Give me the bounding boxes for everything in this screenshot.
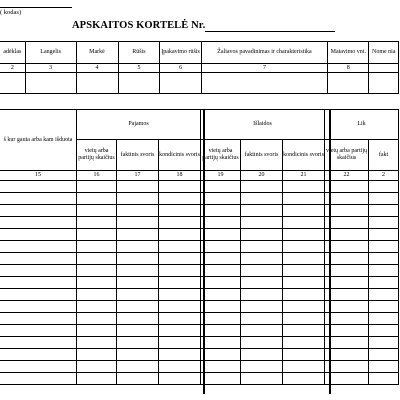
movement-table [0,109,399,385]
entry-cell[interactable] [241,349,283,361]
sub-header: vietų arba partijų skaičius [325,140,369,171]
entry-cell[interactable] [159,289,201,301]
entry-row[interactable] [0,337,399,349]
entry-cell[interactable] [0,217,77,229]
entry-cell[interactable] [241,265,283,277]
entry-cell[interactable] [0,181,77,193]
entry-cell[interactable] [0,361,77,373]
sub-header: vietų arba partijų skaičius [77,140,117,171]
entry-cell[interactable] [283,217,325,229]
entry-cell[interactable] [325,253,369,265]
entry-cell[interactable] [117,313,159,325]
entry-cell[interactable] [159,349,201,361]
col-number: 6 [160,64,201,73]
entry-row[interactable] [0,277,399,289]
entry-row[interactable] [0,193,399,205]
number-row [0,171,399,181]
entry-cell[interactable] [25,73,76,94]
entry-cell[interactable] [369,301,399,313]
group-separator [329,109,331,394]
entry-cell[interactable] [159,325,201,337]
entry-cell[interactable] [117,277,159,289]
col-number: 16 [77,171,117,181]
col-number: 4 [76,64,118,73]
entry-cell[interactable] [283,301,325,313]
entry-row[interactable] [0,217,399,229]
entry-cell[interactable] [325,277,369,289]
entry-cell[interactable] [159,337,201,349]
entry-cell[interactable] [241,361,283,373]
entry-cell[interactable] [241,313,283,325]
entry-cell[interactable] [369,289,399,301]
header-top-line [0,7,72,8]
entry-cell[interactable] [0,205,77,217]
entry-cell[interactable] [283,181,325,193]
entry-cell[interactable] [325,325,369,337]
entry-cell[interactable] [0,73,25,94]
entry-cell[interactable] [201,193,241,205]
entry-row[interactable] [0,253,399,265]
entry-cell[interactable] [325,361,369,373]
entry-cell[interactable] [0,289,77,301]
entry-cell[interactable] [283,265,325,277]
col-header: Matavimo vnt. [328,42,369,64]
entry-cell[interactable] [369,205,399,217]
entry-cell[interactable] [118,73,160,94]
entry-cell[interactable] [0,193,77,205]
entry-cell[interactable] [160,73,201,94]
page-title: APSKAITOS KORTELĖ Nr. [72,20,206,31]
entry-cell[interactable] [241,301,283,313]
entry-cell[interactable] [159,229,201,241]
entry-cell[interactable] [117,217,159,229]
entry-cell[interactable] [159,361,201,373]
entry-cell[interactable] [0,265,77,277]
entry-cell[interactable] [77,373,117,385]
entry-cell[interactable] [201,361,241,373]
sub-header: fakt [369,140,399,171]
entry-cell[interactable] [0,337,77,349]
entry-cell[interactable] [0,253,77,265]
card-info-number-row [0,64,399,73]
entry-cell[interactable] [283,361,325,373]
entry-cell[interactable] [369,265,399,277]
entry-cell[interactable] [77,253,117,265]
col-number: 18 [159,171,201,181]
entry-cell[interactable] [201,181,241,193]
sub-header: kondicinis svoris [159,140,201,171]
entry-cell[interactable] [369,253,399,265]
col-number: 3 [25,64,76,73]
entry-row[interactable] [0,181,399,193]
entry-cell[interactable] [325,181,369,193]
entry-row[interactable] [0,241,399,253]
group-header-row [0,110,399,140]
entry-cell[interactable] [369,313,399,325]
col-number: 5 [118,64,160,73]
col-number: 2 [369,171,399,181]
entry-cell[interactable] [0,229,77,241]
entry-cell[interactable] [201,265,241,277]
entry-cell[interactable] [283,337,325,349]
entry-row[interactable] [0,265,399,277]
group-header-islaidos: Išlaidos [201,110,325,140]
entry-cell[interactable] [325,193,369,205]
entry-cell[interactable] [117,361,159,373]
entry-cell[interactable] [201,253,241,265]
entry-cell[interactable] [369,361,399,373]
entry-cell[interactable] [201,313,241,325]
entry-cell[interactable] [117,205,159,217]
col-number: 19 [201,171,241,181]
entry-cell[interactable] [325,373,369,385]
entry-cell[interactable] [325,349,369,361]
entry-cell[interactable] [117,289,159,301]
entry-cell[interactable] [201,349,241,361]
entry-cell[interactable] [201,241,241,253]
col-number: 7 [201,64,327,73]
entry-cell[interactable] [117,325,159,337]
entry-cell[interactable] [117,349,159,361]
entry-cell[interactable] [77,361,117,373]
entry-cell[interactable] [369,277,399,289]
entry-cell[interactable] [201,229,241,241]
entry-cell[interactable] [241,205,283,217]
entry-row[interactable] [0,301,399,313]
entry-cell[interactable] [369,349,399,361]
entry-cell[interactable] [159,241,201,253]
entry-cell[interactable] [77,241,117,253]
entry-cell[interactable] [77,265,117,277]
entry-cell[interactable] [201,217,241,229]
source-header: š kur gauta arba kam išduota [0,110,77,171]
entry-cell[interactable] [369,337,399,349]
entry-cell[interactable] [159,265,201,277]
kodas-label: ( kodas) [0,9,22,16]
entry-cell[interactable] [325,205,369,217]
col-number: 17 [117,171,159,181]
entry-cell[interactable] [0,349,77,361]
entry-cell[interactable] [201,277,241,289]
col-header: Markė [76,42,118,64]
entry-cell[interactable] [159,217,201,229]
col-number: 2 [0,64,25,73]
entry-cell[interactable] [283,277,325,289]
entry-cell[interactable] [0,277,77,289]
entry-cell[interactable] [117,241,159,253]
entry-row[interactable] [0,229,399,241]
entry-cell[interactable] [117,373,159,385]
entry-cell[interactable] [201,373,241,385]
entry-cell[interactable] [283,193,325,205]
entry-cell[interactable] [241,181,283,193]
group-separator [203,109,205,394]
entry-cell[interactable] [369,193,399,205]
col-header: Įpakavimo rūšis [160,42,201,64]
entry-cell[interactable] [201,301,241,313]
entry-cell[interactable] [77,217,117,229]
sub-header: faktinis svoris [241,140,283,171]
card-info-table [0,41,399,94]
entry-cell[interactable] [77,313,117,325]
entry-cell[interactable] [369,241,399,253]
entry-cell[interactable] [77,289,117,301]
entry-row[interactable] [0,373,399,385]
entry-row[interactable] [0,289,399,301]
entry-cell[interactable] [0,241,77,253]
entry-cell[interactable] [159,193,201,205]
entry-cell[interactable] [325,289,369,301]
entry-cell[interactable] [241,325,283,337]
col-number [369,64,399,73]
entry-cell[interactable] [117,337,159,349]
entry-cell[interactable] [77,301,117,313]
entry-cell[interactable] [0,373,77,385]
col-number: 15 [0,171,77,181]
entry-cell[interactable] [369,217,399,229]
entry-cell[interactable] [283,313,325,325]
col-header: adėklas [0,42,25,64]
col-number: 20 [241,171,283,181]
entry-cell[interactable] [77,325,117,337]
entry-cell[interactable] [0,325,77,337]
entry-cell[interactable] [77,277,117,289]
entry-cell[interactable] [77,337,117,349]
entry-cell[interactable] [325,265,369,277]
entry-cell[interactable] [283,373,325,385]
entry-row[interactable] [0,205,399,217]
entry-cell[interactable] [0,301,77,313]
group-header-pajamos: Pajamos [77,110,201,140]
sub-header: faktinis svoris [117,140,159,171]
entry-cell[interactable] [117,301,159,313]
entry-rows [0,181,399,385]
entry-cell[interactable] [77,205,117,217]
entry-cell[interactable] [241,289,283,301]
entry-cell[interactable] [328,73,369,94]
entry-cell[interactable] [241,373,283,385]
entry-cell[interactable] [283,349,325,361]
entry-row[interactable] [0,313,399,325]
entry-cell[interactable] [283,241,325,253]
entry-cell[interactable] [241,193,283,205]
entry-cell[interactable] [117,193,159,205]
entry-cell[interactable] [241,253,283,265]
col-number: 8 [328,64,369,73]
entry-cell[interactable] [325,217,369,229]
card-number-line [205,31,335,32]
entry-cell[interactable] [369,73,399,94]
entry-cell[interactable] [283,205,325,217]
entry-cell[interactable] [241,337,283,349]
entry-cell[interactable] [241,241,283,253]
entry-cell[interactable] [241,217,283,229]
entry-cell[interactable] [159,205,201,217]
entry-cell[interactable] [201,325,241,337]
entry-cell[interactable] [117,229,159,241]
entry-cell[interactable] [77,193,117,205]
entry-cell[interactable] [159,313,201,325]
entry-cell[interactable] [76,73,118,94]
entry-cell[interactable] [117,253,159,265]
entry-cell[interactable] [369,373,399,385]
col-number: 22 [325,171,369,181]
entry-cell[interactable] [77,229,117,241]
col-header: Langelis [25,42,76,64]
entry-cell[interactable] [117,265,159,277]
entry-cell[interactable] [159,301,201,313]
entry-cell[interactable] [159,277,201,289]
entry-cell[interactable] [283,289,325,301]
entry-cell[interactable] [201,73,327,94]
entry-cell[interactable] [241,229,283,241]
entry-cell[interactable] [201,289,241,301]
entry-row[interactable] [0,361,399,373]
entry-cell[interactable] [325,229,369,241]
entry-cell[interactable] [369,229,399,241]
entry-cell[interactable] [0,313,77,325]
col-header: Rūšis [118,42,160,64]
entry-cell[interactable] [325,313,369,325]
entry-cell[interactable] [325,301,369,313]
entry-cell[interactable] [369,325,399,337]
entry-row[interactable] [0,349,399,361]
entry-cell[interactable] [201,205,241,217]
entry-cell[interactable] [325,241,369,253]
entry-cell[interactable] [159,373,201,385]
sub-header: kondicinis svoris [283,140,325,171]
entry-cell[interactable] [159,253,201,265]
card-info-entry-row[interactable] [0,73,399,94]
entry-cell[interactable] [325,337,369,349]
col-header: Žaliavos pavadinimas ir charakteristika [201,42,327,64]
entry-cell[interactable] [241,277,283,289]
entry-cell[interactable] [77,181,117,193]
entry-row[interactable] [0,325,399,337]
entry-cell[interactable] [283,253,325,265]
entry-cell[interactable] [201,337,241,349]
sub-header: vietų arba partijų skaičius [201,140,241,171]
entry-cell[interactable] [369,181,399,193]
col-number: 21 [283,171,325,181]
entry-cell[interactable] [283,229,325,241]
entry-cell[interactable] [159,181,201,193]
entry-cell[interactable] [117,181,159,193]
entry-cell[interactable] [77,349,117,361]
col-header: Nome nia [369,42,399,64]
group-header-likutis: Lik [325,110,399,140]
entry-cell[interactable] [283,325,325,337]
card-info-header-row [0,42,399,64]
